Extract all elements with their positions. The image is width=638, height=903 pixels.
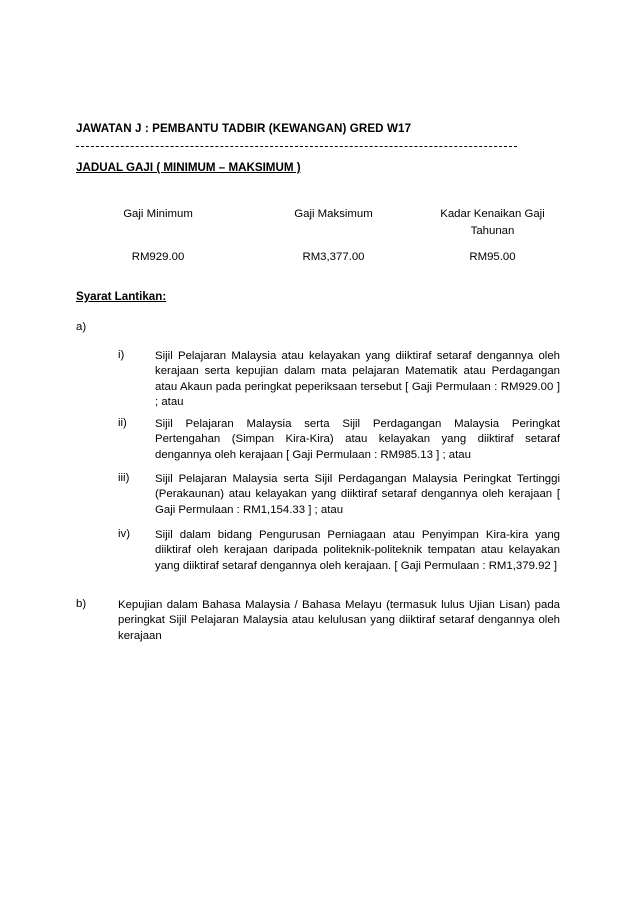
requirement-item: Sijil Pelajaran Malaysia serta Sijil Perdagangan Malaysia Peringkat Pertengahan (Simpan Kira-Kira) atau kelayakan yang diiktiraf setaraf dengannya oleh kerajaan [ Gaji Permulaan : RM985.13 ] ; atau — [155, 418, 560, 461]
requirement-item: Sijil Pelajaran Malaysia serta Sijil Perdagangan Malaysia Peringkat Tertinggi (Perakaunan) atau kelayakan yang diiktiraf setaraf dengannya oleh kerajaan [ Gaji Permulaan : RM1,154.33 ] ; atau — [155, 473, 560, 516]
requirement-item: Sijil Pelajaran Malaysia atau kelayakan yang diiktiraf setaraf dengannya oleh kerajaan serta kepujian dalam mata pelajaran Matematik atau Perdagangan atau Akaun pada peringkat peperiksaan tersebut [ Gaji Permulaan : RM929.00 ] ; atau — [155, 350, 560, 409]
item-marker: ii) — [118, 417, 127, 429]
value-annual-increment: RM95.00 — [469, 251, 516, 263]
col-header-annual-increment: Kadar Kenaikan Gaji Tahunan — [440, 208, 545, 237]
item-marker: iv) — [118, 528, 131, 540]
section-a-marker: a) — [76, 321, 87, 333]
salary-schedule-heading: JADUAL GAJI ( MINIMUM – MAKSIMUM ) — [76, 161, 301, 174]
requirements-heading: Syarat Lantikan: — [76, 290, 167, 303]
title-divider — [76, 146, 517, 147]
item-marker: iii) — [118, 472, 130, 484]
value-min-salary: RM929.00 — [131, 251, 185, 263]
item-marker: i) — [118, 349, 125, 361]
value-max-salary: RM3,377.00 — [302, 251, 365, 263]
section-b-marker: b) — [76, 598, 87, 610]
requirement-item: Sijil dalam bidang Pengurusan Perniagaan atau Penyimpan Kira-kira yang diiktiraf oleh kerajaan daripada politeknik-politeknik tempatan atau kelayakan yang diiktiraf setaraf dengannya oleh kerajaan. [ Gaji Permulaan : RM1,379.92 ] — [155, 529, 560, 572]
section-b-text: Kepujian dalam Bahasa Malaysia / Bahasa Melayu (termasuk lulus Ujian Lisan) pada peringkat Sijil Pelajaran Malaysia atau kelulusan yang diiktiraf setaraf dengannya oleh kerajaan — [118, 599, 560, 642]
col-header-max-salary: Gaji Maksimum — [294, 208, 373, 220]
post-title: JAWATAN J : PEMBANTU TADBIR (KEWANGAN) GRED W17 — [76, 122, 412, 135]
col-header-min-salary: Gaji Minimum — [123, 208, 193, 220]
